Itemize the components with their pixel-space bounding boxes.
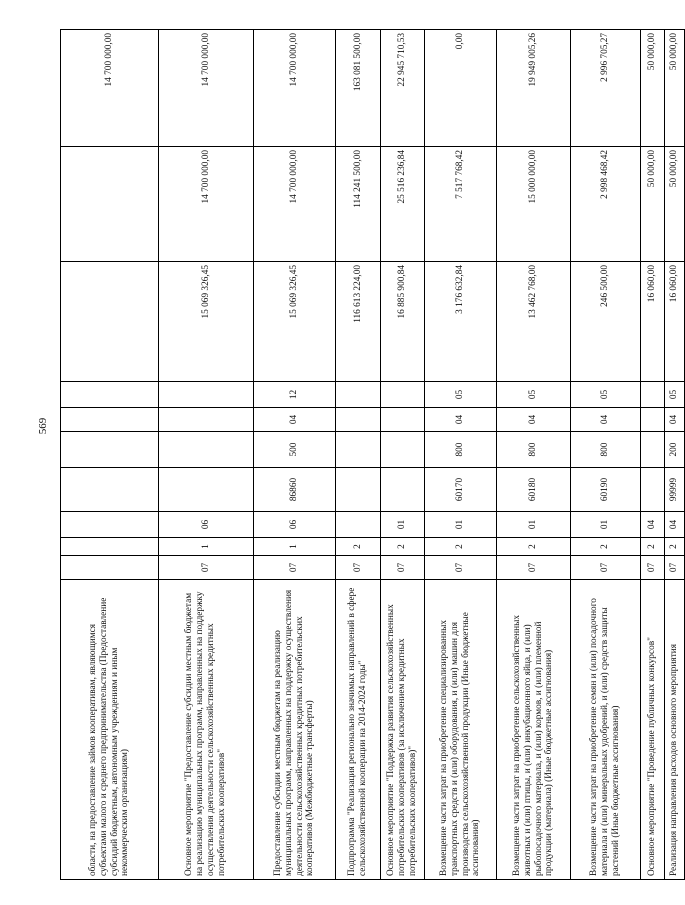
subsection-code bbox=[641, 382, 665, 408]
section-code: 04 bbox=[571, 408, 641, 432]
direction-code bbox=[336, 468, 381, 512]
section-code bbox=[61, 408, 159, 432]
subsection-code: 05 bbox=[665, 382, 685, 408]
expense-type-code: 800 bbox=[497, 432, 571, 468]
main-event-code bbox=[336, 512, 381, 538]
expense-type-code: 200 bbox=[665, 432, 685, 468]
main-event-code: 01 bbox=[497, 512, 571, 538]
section-code: 04 bbox=[665, 408, 685, 432]
main-event-code: 04 bbox=[641, 512, 665, 538]
table-row bbox=[61, 30, 159, 880]
subprogram-code: 2 bbox=[665, 538, 685, 556]
main-event-code: 01 bbox=[571, 512, 641, 538]
main-event-code: 01 bbox=[425, 512, 497, 538]
main-event-code bbox=[61, 512, 159, 538]
program-code: 07 bbox=[381, 556, 425, 580]
section-code bbox=[336, 408, 381, 432]
subsection-code bbox=[381, 382, 425, 408]
expense-type-code bbox=[381, 432, 425, 468]
main-event-code: 01 bbox=[381, 512, 425, 538]
amount-year-1: 3 176 632,84 bbox=[425, 262, 497, 382]
amount-year-1: 116 613 224,00 bbox=[336, 262, 381, 382]
expense-type-code: 800 bbox=[425, 432, 497, 468]
amount-year-1 bbox=[61, 262, 159, 382]
expense-type-code bbox=[641, 432, 665, 468]
subsection-code bbox=[159, 382, 254, 408]
section-code bbox=[159, 408, 254, 432]
direction-code bbox=[159, 468, 254, 512]
amount-year-2: 15 000 000,00 bbox=[497, 147, 571, 262]
subsection-code: 05 bbox=[571, 382, 641, 408]
subsection-code bbox=[61, 382, 159, 408]
amount-year-3: 50 000,00 bbox=[665, 30, 685, 147]
subprogram-code: 2 bbox=[497, 538, 571, 556]
program-code: 07 bbox=[641, 556, 665, 580]
amount-year-3: 163 081 500,00 bbox=[336, 30, 381, 147]
expense-type-code bbox=[159, 432, 254, 468]
section-code: 04 bbox=[425, 408, 497, 432]
amount-year-3: 14 700 000,00 bbox=[159, 30, 254, 147]
table-row bbox=[571, 30, 641, 880]
subprogram-code: 2 bbox=[381, 538, 425, 556]
subsection-code: 05 bbox=[497, 382, 571, 408]
subsection-code: 12 bbox=[254, 382, 336, 408]
subprogram-code: 2 bbox=[641, 538, 665, 556]
row-name: Подпрограмма "Реализация регионально значимых направлений в сфере сельскохозяйственной кооперации на 2014-2024 годы" bbox=[336, 580, 381, 880]
amount-year-2 bbox=[61, 147, 159, 262]
direction-code: 86860 bbox=[254, 468, 336, 512]
direction-code bbox=[381, 468, 425, 512]
table-row bbox=[665, 30, 685, 880]
section-code bbox=[641, 408, 665, 432]
direction-code: 60180 bbox=[497, 468, 571, 512]
program-code: 07 bbox=[665, 556, 685, 580]
section-code: 04 bbox=[254, 408, 336, 432]
expense-type-code bbox=[61, 432, 159, 468]
program-code: 07 bbox=[336, 556, 381, 580]
page-number: 569 bbox=[37, 417, 49, 435]
amount-year-1: 246 500,00 bbox=[571, 262, 641, 382]
amount-year-2: 7 517 768,42 bbox=[425, 147, 497, 262]
subprogram-code: 2 bbox=[336, 538, 381, 556]
amount-year-1: 16 885 900,84 bbox=[381, 262, 425, 382]
main-event-code: 06 bbox=[254, 512, 336, 538]
row-name: Основное мероприятие "Предоставление субсидии местным бюджетам на реализацию муниципальных программ, направленных на поддержку осуществления деятельности сельскохозяйственных кредитных потребительских кооперативов" bbox=[159, 580, 254, 880]
table-row bbox=[381, 30, 425, 880]
expense-type-code bbox=[336, 432, 381, 468]
row-name: Основное мероприятие "Проведение публичных конкурсов" bbox=[641, 580, 665, 880]
amount-year-2: 50 000,00 bbox=[641, 147, 665, 262]
subprogram-code: 2 bbox=[425, 538, 497, 556]
direction-code bbox=[641, 468, 665, 512]
row-name: Реализация направления расходов основного мероприятия bbox=[665, 580, 685, 880]
main-event-code: 06 bbox=[159, 512, 254, 538]
rotated-page bbox=[60, 30, 680, 880]
amount-year-1: 16 060,00 bbox=[641, 262, 665, 382]
table-row bbox=[336, 30, 381, 880]
program-code: 07 bbox=[497, 556, 571, 580]
amount-year-2: 50 000,00 bbox=[665, 147, 685, 262]
amount-year-2: 14 700 000,00 bbox=[159, 147, 254, 262]
amount-year-2: 114 241 500,00 bbox=[336, 147, 381, 262]
direction-code: 60170 bbox=[425, 468, 497, 512]
budget-sheet bbox=[60, 30, 680, 880]
amount-year-1: 16 060,00 bbox=[665, 262, 685, 382]
amount-year-2: 14 700 000,00 bbox=[254, 147, 336, 262]
direction-code: 99999 bbox=[665, 468, 685, 512]
program-code: 07 bbox=[159, 556, 254, 580]
amount-year-3: 14 700 000,00 bbox=[61, 30, 159, 147]
subsection-code: 05 bbox=[425, 382, 497, 408]
table-row bbox=[159, 30, 254, 880]
program-code bbox=[61, 556, 159, 580]
amount-year-3: 50 000,00 bbox=[641, 30, 665, 147]
amount-year-3: 19 949 005,26 bbox=[497, 30, 571, 147]
amount-year-1: 13 462 768,00 bbox=[497, 262, 571, 382]
row-name: Предоставление субсидии местным бюджетам на реализацию муниципальных программ, направленных на поддержку осуществления деятельности сельскохозяйственных кредитных потребительских кооперативов (Межбюджетные трансферты) bbox=[254, 580, 336, 880]
subprogram-code: 1 bbox=[159, 538, 254, 556]
amount-year-3: 14 700 000,00 bbox=[254, 30, 336, 147]
row-name: области, на предоставление займов кооперативам, являющимся субъектами малого и среднего предпринимательства (Предоставление субсидий бюджетным, автономным учреждениям и иным некоммерческим организациям) bbox=[61, 580, 159, 880]
subprogram-code: 1 bbox=[254, 538, 336, 556]
row-name: Возмещение части затрат на приобретение специализированных транспортных средств и (или) оборудования, и (или) машин для производства сельскохозяйственной продукции (Иные бюджетные ассигнования) bbox=[425, 580, 497, 880]
expense-type-code: 500 bbox=[254, 432, 336, 468]
amount-year-2: 2 998 468,42 bbox=[571, 147, 641, 262]
program-code: 07 bbox=[571, 556, 641, 580]
direction-code: 60190 bbox=[571, 468, 641, 512]
row-name: Возмещение части затрат на приобретение семян и (или) посадочного материала и (или) минеральных удобрений, и (или) средств защиты растений (Иные бюджетные ассигнования) bbox=[571, 580, 641, 880]
section-code bbox=[381, 408, 425, 432]
program-code: 07 bbox=[254, 556, 336, 580]
budget-table bbox=[60, 29, 685, 880]
amount-year-3: 22 945 710,53 bbox=[381, 30, 425, 147]
subprogram-code: 2 bbox=[571, 538, 641, 556]
amount-year-1: 15 069 326,45 bbox=[254, 262, 336, 382]
table-row bbox=[254, 30, 336, 880]
table-row bbox=[641, 30, 665, 880]
main-event-code: 04 bbox=[665, 512, 685, 538]
amount-year-2: 25 516 236,84 bbox=[381, 147, 425, 262]
direction-code bbox=[61, 468, 159, 512]
expense-type-code: 800 bbox=[571, 432, 641, 468]
row-name: Основное мероприятие "Поддержка развития сельскохозяйственных потребительских кооперативов (за исключением кредитных потребительских кооперативов)" bbox=[381, 580, 425, 880]
table-row bbox=[425, 30, 497, 880]
amount-year-3: 0,00 bbox=[425, 30, 497, 147]
subprogram-code bbox=[61, 538, 159, 556]
table-row bbox=[497, 30, 571, 880]
section-code: 04 bbox=[497, 408, 571, 432]
amount-year-3: 2 996 705,27 bbox=[571, 30, 641, 147]
program-code: 07 bbox=[425, 556, 497, 580]
subsection-code bbox=[336, 382, 381, 408]
row-name: Возмещение части затрат на приобретение сельскохозяйственных животных и (или) птицы, и (или) инкубационного яйца, и (или) рыбопосадочного материала, и (или) кормов, и (или) племенной продукции (материала) (Иные бюджетные ассигнования) bbox=[497, 580, 571, 880]
amount-year-1: 15 069 326,45 bbox=[159, 262, 254, 382]
